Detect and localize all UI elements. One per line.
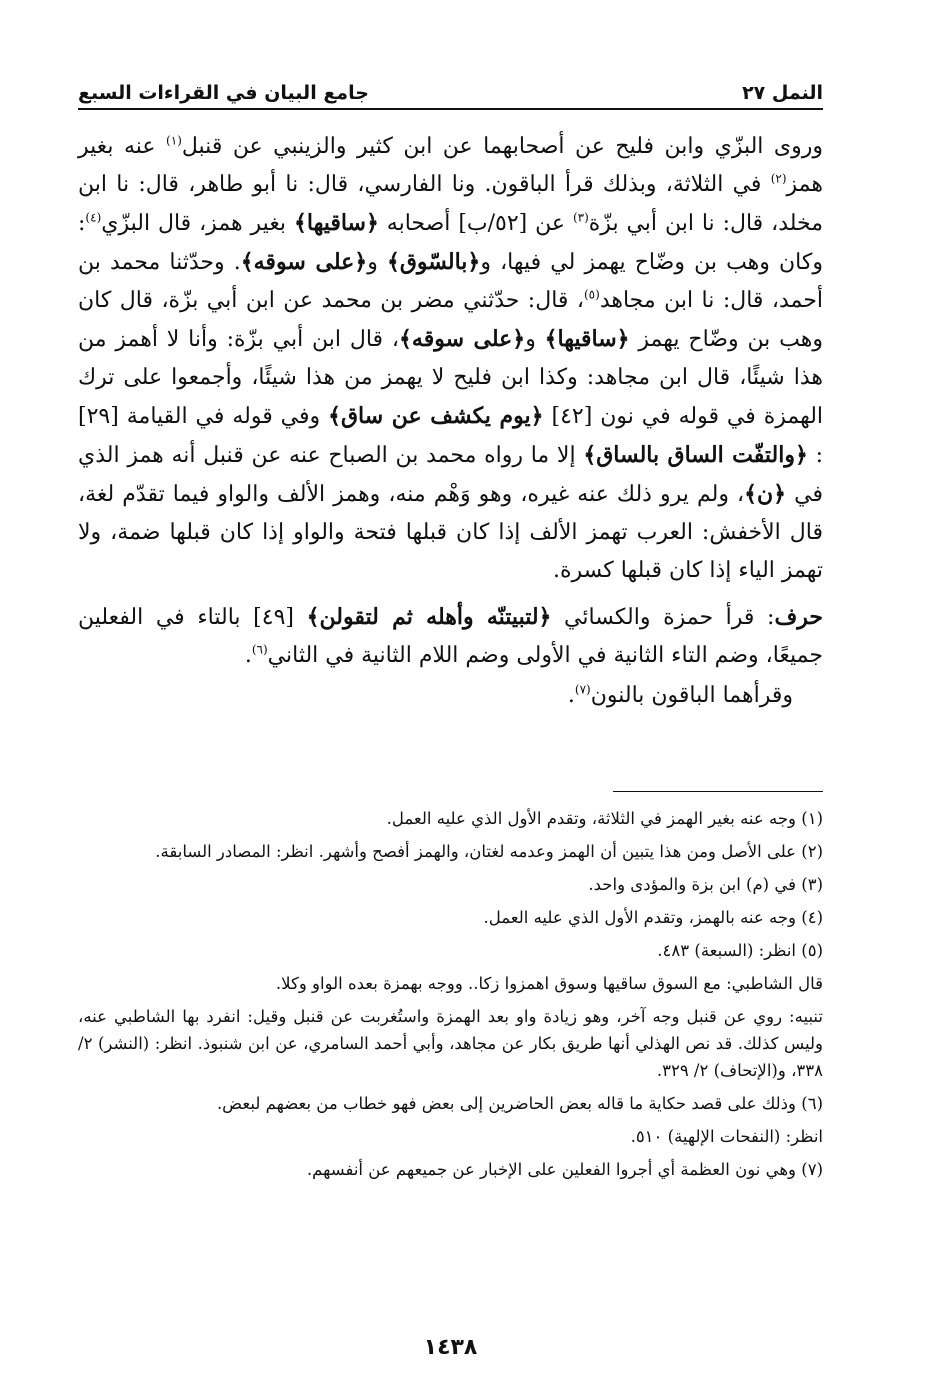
footnote-1: (١) وجه عنه بغير الهمز في الثلاثة، وتقدم الأول الذي عليه العمل. bbox=[386, 809, 823, 828]
text-run: في الثلاثة، وبذلك قرأ الباقون. ونا الفارسي، قال: نا أبو طاهر، قال: نا ابن مخلد، قال: نا ابن أبي بزّة bbox=[78, 172, 824, 236]
text-run: . bbox=[244, 643, 252, 668]
quran-quote: ﴿بالسّوق﴾ bbox=[386, 249, 481, 275]
main-text bbox=[78, 128, 823, 715]
text-run: وفي قوله في القيامة [٢٩] : bbox=[78, 404, 823, 468]
text-run: ، قال: حدّثني مضر بن محمد عن ابن أبي بزّة، قال كان وهب بن وضّاح يهمز bbox=[78, 288, 823, 352]
text-run: وروى البزّي وابن فليح عن أصحابهما عن ابن كثير والزينبي عن قنبل bbox=[181, 134, 823, 159]
header-rule bbox=[78, 108, 823, 110]
text-run: : وكان وهب بن وضّاح يهمز لي فيها، و bbox=[78, 211, 823, 275]
text-run: و bbox=[367, 250, 387, 275]
quran-quote: ﴿على سوقه﴾ bbox=[240, 249, 368, 275]
footnote-7: (٧) وهي نون العظمة أي أجروا الفعلين على الإخبار عن جميعهم عن أنفسهم. bbox=[306, 1160, 823, 1179]
text-run: بغير همز، قال البزّي bbox=[101, 211, 294, 236]
quran-quote: ﴿ساقيها﴾ bbox=[544, 326, 630, 352]
footnote-ref: (٥) bbox=[583, 287, 600, 302]
paragraph-1 bbox=[78, 128, 823, 590]
footnote-5-note: تنبيه: روي عن قنبل وجه آخر، وهو زيادة واو بعد الهمزة واستُغربت عن قنبل وقيل: انفرد بها الشاطبي عنه، وليس كذلك. قد نص الهذلي أنها طريق بكار عن مجاهد، وأبي أحمد السامري، عن ابن شنبوذ. انظر: (النشر) ٢/ ٣٣٨، و(الإتحاف) ٢/ ٣٢٩. bbox=[78, 1007, 823, 1080]
page-number: ١٤٣٨ bbox=[423, 1335, 478, 1360]
quran-quote: ﴿ن﴾ bbox=[744, 481, 787, 507]
text-run: عن [٥٢/ب] أصحابه bbox=[378, 211, 573, 236]
footnote-5: (٥) انظر: (السبعة) ٤٨٣. bbox=[657, 941, 823, 960]
text-run: . وحدّثنا محمد بن أحمد، قال: نا ابن مجاهد bbox=[78, 250, 823, 313]
text-run: [٤٩] بالتاء في الفعلين جميعًا، وضم التاء الثانية في الأولى وضم اللام الثانية في الثاني bbox=[78, 605, 823, 668]
footnote-ref: (٦) bbox=[251, 642, 268, 657]
text-run: ، قال ابن أبي بزّة: وأنا لا أهمز من هذا شيئًا، قال ابن مجاهد: وكذا ابن فليح لا يهمز من هذا شيئًا، وأجمعوا على ترك الهمزة في قوله في نون [٤٢] bbox=[78, 327, 824, 429]
book-page bbox=[78, 60, 823, 1380]
book-title: جامع البيان في القراءات السبع bbox=[78, 82, 369, 104]
quran-quote: ﴿والتفّت الساق بالساق﴾ bbox=[583, 442, 808, 468]
footnote-ref: (٣) bbox=[572, 210, 589, 225]
text-run: : قرأ حمزة والكسائي bbox=[551, 605, 775, 630]
footnote-ref: (١) bbox=[166, 133, 182, 148]
text-run: و bbox=[525, 327, 545, 352]
footnote-ref: (٤) bbox=[85, 210, 102, 225]
chapter-heading: النمل ٢٧ bbox=[742, 82, 823, 104]
quran-quote: ﴿يوم يكشف عن ساق﴾ bbox=[328, 403, 544, 429]
running-header bbox=[78, 70, 823, 104]
footnote-ref: (٢) bbox=[770, 171, 787, 186]
quran-quote: ﴿ساقيها﴾ bbox=[293, 210, 379, 236]
text-run: وقرأهما الباقون بالنون bbox=[590, 683, 793, 708]
text-run: . bbox=[567, 683, 575, 708]
text-run: إلا ما رواه محمد بن الصباح عنه عن قنبل أنه همز الذي في bbox=[78, 443, 823, 507]
footnote-separator bbox=[613, 791, 823, 792]
text-run: ، ولم يرو ذلك عنه غيره، وهو وَهْم منه، وهمز الألف والواو فيما تقدّم لغة، قال الأخفش: العرب تهمز الألف إذا كان قبلها فتحة والواو إذا كان قبلها ضمة، ولا تهمز الياء إذا كان قبلها كسرة. bbox=[78, 482, 823, 583]
footnote-3: (٣) في (م) ابن بزة والمؤدى واحد. bbox=[588, 875, 823, 894]
quran-quote: ﴿لتبيتنّه وأهله ثم لتقولن﴾ bbox=[306, 604, 552, 630]
footnote-6-ref: انظر: (النفحات الإلهية) ٥١٠. bbox=[630, 1127, 823, 1146]
quran-quote: ﴿على سوقه﴾ bbox=[399, 326, 526, 352]
footnote-4: (٤) وجه عنه بالهمز، وتقدم الأول الذي عليه العمل. bbox=[483, 908, 823, 927]
footnotes bbox=[78, 805, 823, 1189]
section-keyword: حرف bbox=[774, 604, 824, 630]
footnote-2: (٢) على الأصل ومن هذا يتبين أن الهمز وعدمه لغتان، والهمز أفصح وأشهر. انظر: المصادر السابقة. bbox=[155, 842, 823, 861]
text-run: عنه بغير همز bbox=[78, 134, 823, 197]
paragraph-2 bbox=[78, 598, 823, 675]
footnote-6: (٦) وذلك على قصد حكاية ما قاله بعض الحاضرين إلى بعض فهو خطاب من بعضهم لبعض. bbox=[216, 1094, 823, 1113]
footnote-5-shatibi: قال الشاطبي: مع السوق ساقيها وسوق اهمزوا زكا.. ووجه بهمزة بعده الواو وكلا. bbox=[275, 974, 823, 993]
paragraph-3 bbox=[78, 677, 823, 715]
footnote-ref: (٧) bbox=[574, 682, 591, 697]
